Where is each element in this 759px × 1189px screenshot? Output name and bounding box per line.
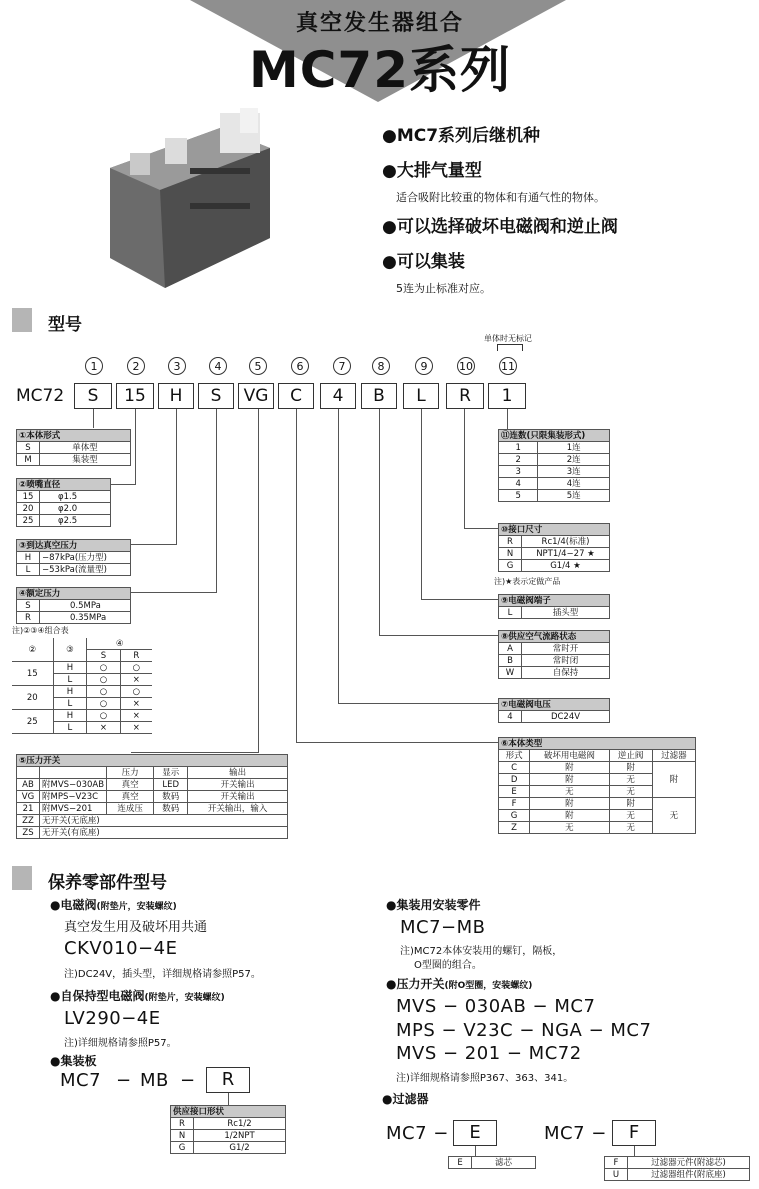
solenoid-label: ●电磁阀(附垫片，安装螺纹) <box>50 898 177 912</box>
leader-line <box>421 409 422 599</box>
switch-pn-3: MVS − 201 − MC72 <box>396 1043 582 1064</box>
code-box-11: 1 <box>488 383 526 409</box>
feature-3: ●可以选择破坏电磁阀和逆止阀 <box>382 217 618 237</box>
code-num-1: 1 <box>85 357 103 375</box>
section-bar <box>12 308 32 332</box>
section-bar <box>12 866 32 890</box>
table-voltage: ⑦电磁阀电压 4 DC24V <box>498 698 610 723</box>
leader-line <box>338 703 498 704</box>
code-box-10: R <box>446 383 484 409</box>
table-pressure: ④额定压力 S 0.5MPa R 0.35MPa <box>16 587 131 624</box>
leader-line <box>131 752 259 753</box>
filter-box-f: F <box>612 1120 656 1146</box>
leader-line <box>507 409 508 429</box>
table-flow: ⑧供应空气流路状态 A 常时开 B 常时闭 W 自保持 <box>498 630 610 679</box>
table-filter-e: E 滤芯 <box>448 1156 536 1169</box>
code-num-3: 3 <box>168 357 186 375</box>
product-image <box>70 108 295 298</box>
bracket <box>497 344 523 351</box>
leader-line <box>111 484 136 485</box>
title-series: MC72系列 <box>248 41 512 99</box>
code-box-9: L <box>403 383 439 409</box>
table-manifold-port: 供应接口形状 R Rc1/2 N 1/2NPT G G1/2 <box>170 1105 286 1154</box>
leader-line <box>296 409 297 742</box>
leader-line <box>634 1146 635 1156</box>
feature-1: ●MC7系列后继机种 <box>382 126 541 146</box>
section-title-model: 型号 <box>48 315 82 335</box>
filter-p2: MC7 − <box>544 1123 607 1144</box>
code-num-4: 4 <box>209 357 227 375</box>
table-vacuum: ③到达真空压力 H −87kPa(压力型) L −53kPa(流量型) <box>16 539 131 576</box>
leader-line <box>338 409 339 703</box>
table-terminal: ⑨电磁阀端子 L 插头型 <box>498 594 610 619</box>
combo-note: 注)②③④组合表 <box>12 626 69 635</box>
leader-line <box>176 409 177 544</box>
feature-4: ●可以集装 <box>382 252 465 272</box>
switch-label: ●压力开关(附O型圈，安装螺纹) <box>386 977 533 991</box>
code-box-4: S <box>198 383 234 409</box>
code-num-9: 9 <box>415 357 433 375</box>
leader-line <box>93 409 94 428</box>
leader-line <box>296 742 498 743</box>
leader-line <box>131 544 177 545</box>
table-filter-f: F 过滤器元件(附滤芯) U 过滤器组件(附底座) <box>604 1156 750 1181</box>
manifold-dash2: − <box>180 1070 196 1091</box>
table-nozzle: ②喷嘴直径 15 φ1.5 20 φ2.0 25 φ2.5 <box>16 478 111 527</box>
section-title-parts: 保养零部件型号 <box>48 873 167 893</box>
table-body-type: ①本体形式 S 单体型 M 集装型 <box>16 429 131 466</box>
leader-line <box>258 409 259 752</box>
code-box-1: S <box>74 383 112 409</box>
code-num-11: 11 <box>499 357 517 375</box>
solenoid-pn: CKV010−4E <box>64 938 178 959</box>
table-port: ⑩接口尺寸 R Rc1/4(标准) N NPT1/4−27 ★ G G1/4 ★ <box>498 523 610 572</box>
manifold-label: ●集装板 <box>50 1054 97 1068</box>
solenoid-note: 注)DC24V，插头型，详细规格请参照P57。 <box>64 969 261 980</box>
switch-pn-2: MPS − V23C − NGA − MC7 <box>396 1020 652 1041</box>
single-note: 单体时无标记 <box>484 334 532 343</box>
manifold-p1: MC7 <box>60 1070 102 1091</box>
filter-p1: MC7 − <box>386 1123 449 1144</box>
mount-note-2: O型圈的组合。 <box>414 960 482 971</box>
code-num-7: 7 <box>333 357 351 375</box>
leader-line <box>228 1093 229 1105</box>
code-num-10: 10 <box>457 357 475 375</box>
leader-line <box>475 1146 476 1156</box>
leader-line <box>379 409 380 635</box>
feature-2: ●大排气量型 <box>382 161 482 181</box>
manifold-p2: MB <box>140 1070 169 1091</box>
code-box-6: C <box>278 383 314 409</box>
mount-label: ●集装用安装零件 <box>386 898 481 912</box>
feature-4-note: 5连为止标准对应。 <box>396 282 491 295</box>
port-note: 注)★表示定做产品 <box>494 577 561 586</box>
code-box-8: B <box>361 383 397 409</box>
title-cn: 真空发生器组合 <box>295 11 464 36</box>
manifold-dash: − <box>116 1070 132 1091</box>
code-box-5: VG <box>238 383 274 409</box>
filter-box-e: E <box>453 1120 497 1146</box>
filter-label: ●过滤器 <box>382 1092 429 1106</box>
model-prefix: MC72 <box>16 386 65 406</box>
code-box-7: 4 <box>320 383 356 409</box>
manifold-box: R <box>206 1067 250 1093</box>
table-switch: ⑤压力开关 压力 显示 输出 AB 附MVS−030AB 真空 LED 开关输出 VG 附MPS−V23C 真空 数码 开关输出 21 附MVS−201 连成压 数码 开关输出，输入 ZZ 无开关(无底座) ZS 无开关(有底座) <box>16 754 288 839</box>
leader-line <box>464 528 498 529</box>
leader-line <box>379 635 498 636</box>
latching-pn: LV290−4E <box>64 1008 161 1029</box>
feature-2-note: 适合吸附比较重的物体和有通气性的物体。 <box>396 191 605 204</box>
solenoid-desc: 真空发生用及破坏用共通 <box>64 920 208 935</box>
mount-note-1: 注)MC72本体安装用的螺钉，隔板， <box>400 946 563 957</box>
leader-line <box>464 409 465 528</box>
code-num-6: 6 <box>291 357 309 375</box>
leader-line <box>131 592 217 593</box>
code-box-3: H <box>158 383 194 409</box>
code-box-2: 15 <box>116 383 154 409</box>
table-body-kind: ⑥本体类型 形式 破坏用电磁阀 逆止阀 过滤器 C 附 附 附 D 附 无 E 无 无 F 附 附 无 G 附 无 Z 无 无 <box>498 737 696 834</box>
switch-pn-1: MVS − 030AB − MC7 <box>396 996 596 1017</box>
code-num-5: 5 <box>249 357 267 375</box>
table-stations: ⑪连数(只限集装形式) 1 1连 2 2连 3 3连 4 4连 5 5连 <box>498 429 610 502</box>
switch-note: 注)详细规格请参照P367、363、341。 <box>396 1073 574 1084</box>
mount-pn: MC7−MB <box>400 917 486 938</box>
code-num-8: 8 <box>372 357 390 375</box>
leader-line <box>216 409 217 592</box>
latching-note: 注)详细规格请参照P57。 <box>64 1038 177 1049</box>
latching-label: ●自保持型电磁阀(附垫片，安装螺纹) <box>50 989 225 1003</box>
leader-line <box>135 409 136 484</box>
leader-line <box>421 599 498 600</box>
table-combo: ② ③ ④ S R 15 H ○ ○ L ○ × 20 H ○ ○ L ○ × 25 H ○ × L × × <box>12 638 152 734</box>
code-num-2: 2 <box>127 357 145 375</box>
